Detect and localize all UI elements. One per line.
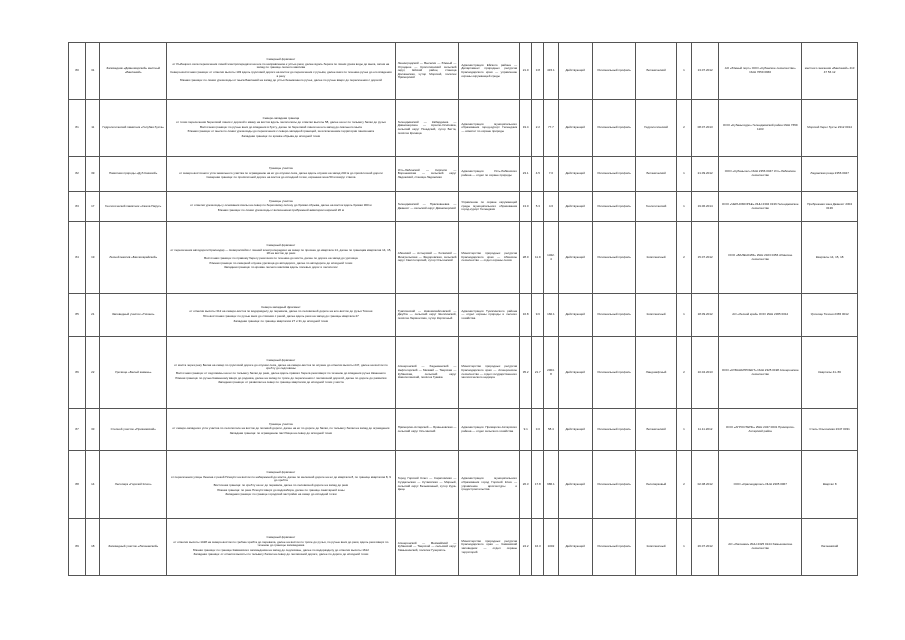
profile-cell: Комплексный [636,519,676,576]
value-pct: 17.8 [532,451,544,519]
value-pct: 21.7 [532,337,544,409]
area-value: 2004.8 [544,337,558,409]
value-pct: 11.9 [532,222,544,294]
municipal-locations: Абинский — Ахтырский — Холмский — Мингрельская — Федоровская, сельский округ Светлогорский, хутор Ольгинский [395,222,459,294]
boundary-description [167,519,396,576]
registry-cell: Прибрежная зона Джанхот 2304 0136 [802,192,858,222]
count-cell: 2 [676,451,691,519]
description-line: Южная граница: по линии уреза воды с включением прибрежной акватории шириной 20 м [217,207,344,212]
description-line: от отметки высоты 312 на северо-восток по водоразделу до перевала, далее по лесовозной дороге на юго-восток до ручья Тихоня [189,309,373,314]
table-row [69,192,858,222]
value-z: 35.2 [520,337,532,409]
description-line: Южная граница: от мыса по линии уреза воды до пересечения с северо-западной границей, за исключением территории пансионата [187,129,375,134]
value-pct: 2.2 [532,100,544,157]
row-code: 17 [86,192,100,222]
responsible-body: Министерство природных ресурсов Краснодарского края — Кавказский заповедник — отдел охраны территорий [459,519,520,576]
boundary-description [167,192,396,222]
status-cell: Действующий [558,100,592,157]
area-value: 7.0 [544,157,558,192]
status-cell: Действующий [558,157,592,192]
count-cell: 1 [676,294,691,337]
category-cell: Региональный профиль [592,451,635,519]
object-name: Заповедник «Дивноморский» местный «Бакланий» [100,43,167,100]
status-cell: Действующий [558,451,592,519]
description-line: Южная граница: по границе Кавказского заповедника на запад до седловины, далее по водоразделу до отметки высоты 1612 [192,547,369,552]
registry-cell: Квартал 8 [802,451,858,519]
status-cell: Действующий [558,192,592,222]
register-document [68,42,858,595]
date-cell: 10.04.2013 [692,337,719,409]
profile-cell: Ландшафтный [636,337,676,409]
row-number: 88 [69,451,86,519]
description-line: Восточная граница: по ручью вниз до впадения в бухту, далее по береговой линии на юго-запад до скального мыса [199,124,362,129]
description-heading: Границы участка [269,421,293,426]
municipal-locations: Апшеронский — Мезмайский — Кубанский — Тверской — сельский округ Хамышинский, посёлок Гузерипль [395,519,459,576]
row-code: 31 [86,43,100,100]
boundary-description [167,409,396,451]
table-row [69,157,858,192]
responsible-body: Администрация Усть-Лабинского района — отдел по охране природы [459,157,520,192]
value-pct: 3.8 [532,43,544,100]
registry-cell: Кварталы 41–56 [802,337,858,409]
profile-cell: Лесопарковый [636,451,676,519]
row-number: 87 [69,409,86,451]
description-heading: Границы участка [269,166,293,171]
responsible-body: Администрация муниципального образования город Горячий Ключ — управление архитектуры и градостроительства [459,451,520,519]
category-cell: Региональный профиль [592,157,635,192]
registry-cell: местного значения «Бакланий» 413 47 56 12 [802,43,858,100]
boundary-description [167,337,396,409]
boundary-description [167,43,396,100]
municipal-locations: Геленджикский — Кабардинка — Дивноморское — Архипо-Осиповка, сельский округ Пшадский, хутор Бетта, посёлок Криница [395,100,459,157]
description-line: Западная граница: по границе городской застройки на север до исходной точки [225,492,337,497]
profile-cell: Ботанический [636,157,676,192]
status-cell: Действующий [558,337,592,409]
owner-cell: ООО «АГРОСТЕПЬ» ИНН 2347 0031 Приморско-Ахтарский район [719,409,802,451]
responsible-body: Министерство природных ресурсов Краснодарского края — Апшеронское лесничество — отдел государственного экологического надзора [459,337,520,409]
description-line: Южная граница: по реке Псекупс вверх до водозабора, далее по границе санитарной зоны [217,487,345,492]
count-cell: 1 [676,43,691,100]
registry-cell: Кварталы 14, 15, 18 [802,222,858,294]
category-cell: Региональный профиль [592,294,635,337]
responsible-body: Администрация Приморско-Ахтарского района — отдел сельского хозяйства [459,409,520,451]
description-line: Западная граница: по кромке лесного массива вдоль полевых дорог и лесополос [223,265,338,270]
description-line: Северная граница: по просёлочной дороге на восток до исходной точки, охранная зона 50 м вокруг ствола [206,175,356,180]
row-code: 22 [86,337,100,409]
owner-cell: АО «Южный порт» ООО «Кубанское лесничество» ИНН 7659 0966 [719,43,802,100]
status-cell: Действующий [558,222,592,294]
value-pct: 5.3 [532,192,544,222]
responsible-body: Администрация муниципального образования город-курорт Геленджик — комитет по охране природы [459,100,520,157]
date-cell: 18.09.2012 [692,294,719,337]
registry-cell: Урочище Тихоня 2365 0012 [802,294,858,337]
description-line: Западная граница: по границе кварталов 27 и 31 до исходной точки [233,318,329,323]
area-value: 77.7 [544,100,558,157]
area-value: 160.1 [544,294,558,337]
object-name: Геологический памятник «Скала Парус» [100,192,167,222]
area-value: 415.1 [544,43,558,100]
category-cell: Региональный профиль [592,519,635,576]
status-cell: Действующий [558,519,592,576]
date-cell: 02.08.2012 [692,451,719,519]
status-cell: Действующий [558,409,592,451]
municipal-locations: Геленджикский — Прасковеевка — Джанхот — сельский округ Дивноморский [395,192,459,222]
table-row [69,100,858,157]
profile-cell: Ботанический [636,409,676,451]
owner-cell: ООО «Кубаньлес» ИНН 2356 0047 Усть-Лабинское лесничество [719,157,802,192]
owner-cell: АО «Лесной край» ООО ИНН 2365 0012 [719,294,802,337]
description-line: от моста через реку Белая на север по грунтовой дороге до опушки леса, далее на северо-восток по опушке до отметки высоты 247, далее на восток по хребту до седловины [174,362,388,371]
municipal-locations: Усть-Лабинский — Кирпили — Воронежская — сельский округ Ладожский, станица Ладожская [395,157,459,192]
date-cell: 19.06.2014 [692,192,719,222]
description-line: Восточная граница: от седловины на юг по тальвегу балки до реки, далее вдоль правого берега реки вверх по течению до впадения ручья Каменного [176,371,386,375]
value-pct: 3.0 [532,409,544,451]
description-line: от пересечения улицы Ленина с рекой Псекупс на восток по набережной до моста, далее по железной дороге на юг до квартала 8, по границе кварталов 8, 9 до хребта [170,474,391,483]
description-heading: Северный фрагмент [266,470,296,475]
table-row [69,451,858,519]
table-row [69,222,858,294]
description-line: от точки пересечения береговой линии с дорогой к маяку на восток вдоль лесополосы до отметки высоты 58, далее на юг по тальвегу балки до ручья [176,120,386,125]
area-value: 1002 [544,519,558,576]
row-number: 80 [69,43,86,100]
object-name: Гидрологический памятник «Голубая бухта» [100,100,167,157]
row-code: 14 [86,451,100,519]
date-cell: 21.09.2012 [692,157,719,192]
profile-cell: Гидрологический [636,100,676,157]
profile-cell: Ботанический [636,43,676,100]
owner-cell: ООО «ЧЕРНОМОРЬЕ» ИНН 2304 0136 Геленджикское лесничество [719,192,802,222]
object-name: Урочище «Белый камень» [100,337,167,409]
description-line: от Рыбацкого села пересечения линий электропередачи на юге по направлению к устью реки, далее вдоль берега по линии уреза воды до мыса, затем на запад по границе лесного массива [172,61,390,70]
value-z: 21.0 [520,43,532,100]
municipal-locations: Туапсинский — Новомихайловский — Джубга — сельский округ Шепсинский, посёлок Лермонтово, хутор Кирпичный [395,294,459,337]
row-code: 18 [86,519,100,576]
boundary-description [167,157,396,192]
row-code: 39 [86,157,100,192]
registry-cell: Морской берег бухты 2312 0014 [802,100,858,157]
boundary-description [167,294,396,337]
row-number: 86 [69,337,86,409]
value-pct: 4.5 [532,157,544,192]
description-line: Южная граница: по линии уреза воды от мыса Бакланий на запад до устья безымянного ручья, далее по ручью вверх до пересечения с дорогой [179,78,382,83]
area-value: 4.6 [544,192,558,222]
boundary-description [167,451,396,519]
date-cell: 08.07.2013 [692,100,719,157]
table-row [69,43,858,100]
category-cell: Региональный профиль [592,409,635,451]
count-cell: 1 [676,409,691,451]
table-row [69,337,858,409]
boundary-description [167,100,396,157]
description-line: Южная граница: по ручью Каменному вверх до родника, далее на запад по тропе до пересечения с лесовозной дорогой, далее по дороге до развилки [175,375,387,380]
description-line: от северо-западного угла участка по лесополосе на восток до полевой дороги, далее на юг по дороге до балки, по тальвегу балки на запад до ограждения [172,426,390,431]
description-line: Западная граница: от развилки на север по границе кварталов до исходной точки у моста [218,380,344,385]
object-name: Памятник природы «Дуб Казачий» [100,157,167,192]
value-z: 9.1 [520,409,532,451]
category-cell: Региональный профиль [592,100,635,157]
description-heading: Границы участка [269,198,293,203]
status-cell: Действующий [558,43,592,100]
category-cell: Региональный профиль [592,192,635,222]
row-number: 85 [69,294,86,337]
count-cell: 1 [676,519,691,576]
date-cell: 15.07.2012 [692,222,719,294]
description-line: Южная граница: по северной опушке урочища до автодороги, далее по автодороге до исходной точки [209,260,353,265]
description-line: Юго-восточная граница: по ручью вниз до слияния с рекой, далее вдоль реки на запад до границы квартала 27 [202,314,359,318]
description-line: Восточная граница: по хребту на юг до перевала, далее по лесовозной дороге на запад до реки [213,483,349,487]
registry-cell: Ладожская роща 2356 0047 [802,157,858,192]
responsible-body: Администрация Туапсинского района — отдел охраны природы и лесного хозяйства [459,294,520,337]
row-code: 11 [86,100,100,157]
owner-cell: ООО «Краснодарлес» ИНН 2305 0067 [719,451,802,519]
description-heading: Северо-западная граница [262,115,300,120]
row-number: 83 [69,192,86,222]
table-row [69,519,858,576]
value-pct: 16.3 [532,519,544,576]
description-line: от пересечения автодороги Краснодар — Новороссийск с линией электропередачи на север по просеке до квартала 14, далее по границам кварталов 14, 15, 18 на восток до реки [170,247,392,256]
row-code: 21 [86,294,100,337]
register-table [68,42,858,576]
object-name: Степной участок «Приазовский» [100,409,167,451]
object-name: Заповедный участок «Лагонакский» [100,519,167,576]
description-line: Северо-восточная граница: от отметки высоты 103 вдоль грунтовой дороги на восток до пересечения с ручьём, далее вниз по течению ручья до его впадения в реку [170,70,392,78]
row-number: 82 [69,157,86,192]
description-line: от северо-восточного угла земельного участка по ограждению на юг до опушки леса, далее вдоль опушки на запад 240 м до просёлочной дороги [179,170,383,175]
row-code: 19 [86,222,100,294]
row-code: 33 [86,409,100,451]
description-line: Западная граница: по ограждению пастбища на север до исходной точки [229,430,333,435]
value-z: 26.3 [520,451,532,519]
area-value: 986.1 [544,451,558,519]
area-value: 1322.4 [544,222,558,294]
description-line: Восточная граница: по правому берегу реки вниз по течению до моста, далее по дороге на запад до урочища [204,256,358,260]
row-number: 89 [69,519,86,576]
date-cell: 11.11.2012 [692,409,719,451]
description-line: от отметки высоты 1428 на северо-восток по гребню хребта до перевала, далее на восток по тропе до ручья, по ручью вниз до реки, вдоль реки вверх по течению до границы заповедника [173,539,389,548]
owner-cell: АО «Лагонаки» ИНН 2325 0144 Хамышинское лесничество [719,519,802,576]
registry-cell: Лагонакский [802,519,858,576]
status-cell: Действующий [558,294,592,337]
owner-cell: ООО «КУБАНЬПРОЕКТ» ИНН 2325 0198 Апшеронское лесничество [719,337,802,409]
profile-cell: Геологический [636,192,676,222]
area-value: 58.4 [544,409,558,451]
municipal-locations: Приморско-Ахтарский — Бриньковская — сельский округ Ольгинский [395,409,459,451]
value-z: 19.4 [520,100,532,157]
registry-cell: Степь Ольгинская 2347 0031 [802,409,858,451]
responsible-body: Администрация Ейского района — Департамент природных ресурсов Краснодарского края — управление охраны окружающей среды [459,43,520,100]
municipal-locations: Город Горячий Ключ — Саратовская — Суздальская — Кутаисская — Мирный, сельский округ Безымянный, хутор Кура-Цеце [395,451,459,519]
description-heading: Северо-западный фрагмент [261,304,301,309]
description-heading: Северный фрагмент [266,243,296,248]
date-cell: 26.07.2012 [692,519,719,576]
responsible-body: Управление по охране окружающей среды муниципального образования город-курорт Геленджик [459,192,520,222]
responsible-body: Министерство природных ресурсов Краснодарского края — Абинское лесничество — отдел охраны лесов [459,222,520,294]
count-cell: 2 [676,337,691,409]
municipal-locations: Апшеронский — Хадыженский — Нефтегорский — Мезмай — Тверская — Кубанская, сельский округ Новополянский, посёлок Гуамка [395,337,459,409]
owner-cell: ООО «Кубаньгидро» Геленджикский район ИНН 7659 1103 [719,100,802,157]
count-cell: 1 [676,157,691,192]
category-cell: Региональный профиль [592,43,635,100]
row-number: 84 [69,222,86,294]
value-z: 24.2 [520,519,532,576]
description-line: Западная граница: от отметки высоты по тальвегу балки на север до лесовозной дороги, далее по дороге до исходной точки [193,552,369,557]
owner-cell: ООО «ВАЛЕНСИЯ» ИНН 2323 0456 Абинское лесничество [719,222,802,294]
object-name: Заповедный участок «Тихоня» [100,294,167,337]
category-cell: Региональный профиль [592,337,635,409]
value-z: 13.0 [520,192,532,222]
description-heading: Северный фрагмент [266,57,296,62]
count-cell: 1 [676,192,691,222]
profile-cell: Комплексный [636,222,676,294]
municipal-locations: Ленинградский — Выселки — Южный — Отрадное — Кропоткинский сельский округ, Ейский район, станица Должанская, хутор Морской, посёлок Приморский [395,43,459,100]
description-line: Западная граница: по кромке обрыва до исходной точки [241,133,321,138]
table-row [69,409,858,451]
value-pct: 9.6 [532,294,544,337]
description-line: от отметки уреза воды у основания скалы на север по береговому склону до бровки обрыва, далее на восток вдоль бровки 300 м [190,203,372,208]
count-cell: 2 [676,222,691,294]
description-heading: Северный фрагмент [266,358,296,363]
boundary-description [167,222,396,294]
category-cell: Региональный профиль [592,222,635,294]
value-z: 23.1 [520,157,532,192]
value-z: 28.0 [520,222,532,294]
object-name: Лесопарк «Горячий Ключ» [100,451,167,519]
value-z: 16.8 [520,294,532,337]
count-cell: 2 [676,100,691,157]
description-heading: Северный фрагмент [266,535,296,540]
row-number: 81 [69,100,86,157]
object-name: Лесной массив «Бахчисарайский» [100,222,167,294]
table-row [69,294,858,337]
profile-cell: Комплексный [636,294,676,337]
date-cell: 13.07.2012 [692,43,719,100]
